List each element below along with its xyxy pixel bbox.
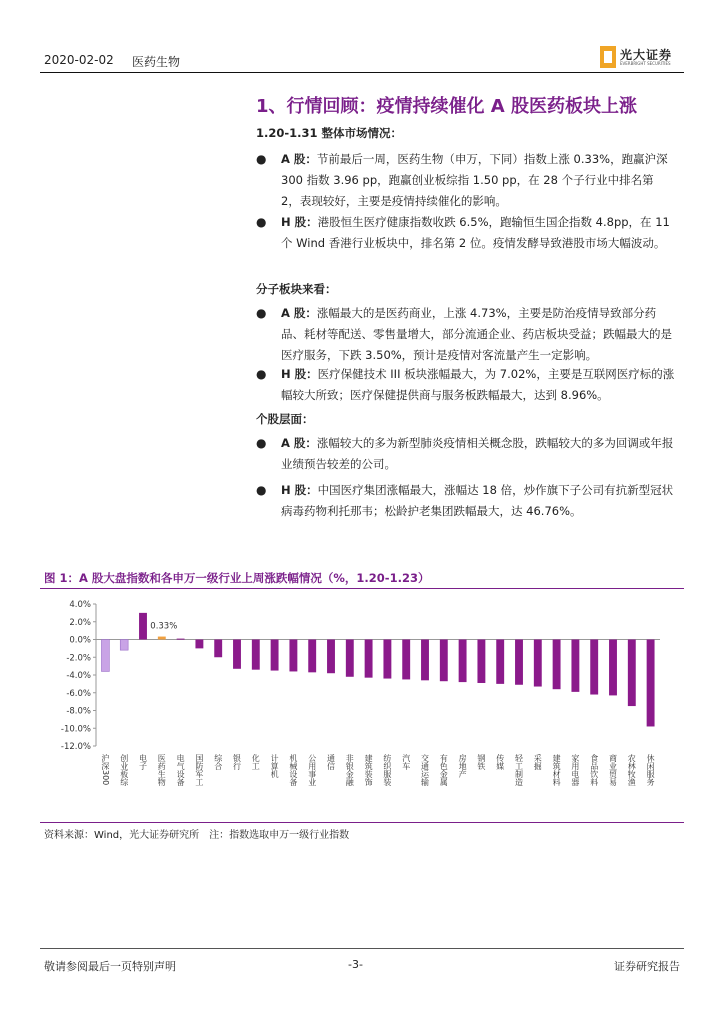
bar-27 <box>609 640 617 696</box>
bar-0 <box>101 640 109 672</box>
bar-29 <box>647 640 655 727</box>
bar-10 <box>289 640 297 672</box>
subheading-stock: 个股层面： <box>256 412 314 426</box>
x-tick-label: 传媒 <box>495 754 505 770</box>
bullet-h-subsector: ● H 股：医疗保健技术 III 板块涨幅最大，为 7.02%，主要是互联网医疗标的涨幅较大所致；医疗保健提供商与服务板跌幅最大，达到 8.96%。 <box>256 364 676 406</box>
y-tick-label: -12.0% <box>60 742 91 752</box>
x-tick-label: 采掘 <box>533 754 543 770</box>
x-tick-label: 建筑装饰 <box>364 754 374 786</box>
x-tick-label: 钢铁 <box>476 754 486 770</box>
x-tick-label: 轻工制造 <box>514 754 524 786</box>
bar-8 <box>252 640 260 670</box>
x-tick-label: 国防军工 <box>194 754 204 786</box>
bullet-h-stock: ● H 股：中国医疗集团涨幅最大，涨幅达 18 倍，炒作旗下子公司有抗新型冠状病毒药物利托那韦；松龄护老集团跌幅最大，达 46.76%。 <box>256 480 676 522</box>
figure-bottom-rule <box>40 822 684 823</box>
bar-5 <box>195 640 203 649</box>
bar-22 <box>515 640 523 685</box>
bar-9 <box>271 640 279 671</box>
bullet-dot-icon: ● <box>256 436 267 450</box>
subheading-subsector: 分子板块来看： <box>256 282 337 296</box>
bar-24 <box>553 640 561 690</box>
y-tick-label: 0.0% <box>69 635 91 646</box>
logo-text: 光大证券 <box>620 48 673 62</box>
x-tick-label: 非银金融 <box>345 754 355 786</box>
x-tick-label: 通信 <box>326 754 336 770</box>
bar-15 <box>383 640 391 679</box>
x-tick-label: 医药生物 <box>157 754 167 786</box>
y-tick-label: -4.0% <box>66 671 91 681</box>
x-tick-label: 房地产 <box>458 754 468 778</box>
x-tick-label: 计算机 <box>270 754 280 778</box>
footer-report-type: 证券研究报告 <box>614 960 680 973</box>
bar-23 <box>534 640 542 687</box>
bar-12 <box>327 640 335 674</box>
bar-13 <box>346 640 354 677</box>
bullet-h-market: ● H 股：港股恒生医疗健康指数收跌 6.5%，跑输恒生国企指数 4.8pp，在 11 个 Wind 香港行业板块中，排名第 2 位。疫情发酵导致港股市场大幅波动。 <box>256 212 676 254</box>
x-tick-label: 交通运输 <box>420 754 430 786</box>
report-sector: 医药生物 <box>132 55 181 69</box>
x-tick-label: 电子 <box>138 754 148 770</box>
y-tick-label: 2.0% <box>69 617 91 628</box>
bar-26 <box>590 640 598 695</box>
figure-source: 资料来源：Wind，光大证券研究所 注：指数选取申万一级行业指数 <box>44 830 350 841</box>
x-tick-label: 银行 <box>232 754 242 770</box>
report-date: 2020-02-02 <box>44 53 114 67</box>
y-tick-label: 4.0% <box>69 600 91 610</box>
bullet-dot-icon: ● <box>256 483 267 497</box>
x-tick-label: 电气设备 <box>176 754 186 786</box>
x-tick-label: 家用电器 <box>570 754 580 786</box>
bar-17 <box>421 640 429 681</box>
industry-return-chart <box>40 592 684 820</box>
x-tick-label: 沪深300 <box>100 754 110 786</box>
y-tick-label: -8.0% <box>66 706 91 717</box>
logo-subtext: EVERBRIGHT SECURITIES <box>620 61 671 66</box>
bar-6 <box>214 640 222 658</box>
y-tick-label: -6.0% <box>66 688 91 699</box>
company-logo <box>600 44 696 72</box>
bullet-a-subsector: ● A 股：涨幅最大的是医药商业，上涨 4.73%，主要是防治疫情导致部分药品、耗材等配送、零售量增大，部分流通企业、药店板块受益；跌幅最大的是医疗服务，下跌 3.50%，预计是疫情对客流量产生一定影响。 <box>256 303 676 366</box>
bullet-dot-icon: ● <box>256 215 267 229</box>
bar-14 <box>365 640 373 678</box>
x-tick-label: 综合 <box>213 754 223 770</box>
data-label: 0.33% <box>150 621 178 632</box>
subheading-market: 1.20-1.31 整体市场情况： <box>256 126 403 140</box>
bar-11 <box>308 640 316 673</box>
bar-1 <box>120 640 128 651</box>
logo-mark-icon <box>600 46 616 68</box>
x-tick-label: 商业贸易 <box>608 754 618 786</box>
x-tick-label: 有色金属 <box>439 754 449 786</box>
bar-28 <box>628 640 636 707</box>
bar-25 <box>571 640 579 692</box>
bar-21 <box>496 640 504 684</box>
x-tick-label: 公用事业 <box>307 754 317 786</box>
x-tick-label: 食品饮料 <box>589 754 599 786</box>
x-tick-label: 纺织服装 <box>382 754 392 786</box>
section-title: 1、行情回顾：疫情持续催化 A 股医药板块上涨 <box>256 96 637 117</box>
x-tick-label: 农林牧渔 <box>627 754 637 786</box>
bullet-dot-icon: ● <box>256 306 267 320</box>
bullet-dot-icon: ● <box>256 152 267 166</box>
bullet-a-market: ● A 股：节前最后一周，医药生物（申万，下同）指数上涨 0.33%，跑赢沪深 300 指数 3.96 pp，跑赢创业板综指 1.50 pp，在 28 个子行业中排名第 2，表现较好，主要是疫情持续催化的影响。 <box>256 149 676 212</box>
bar-4 <box>177 639 185 640</box>
footer-disclaimer: 敬请参阅最后一页特别声明 <box>44 960 176 973</box>
footer-divider <box>40 948 684 949</box>
y-tick-label: -2.0% <box>66 653 91 664</box>
bar-2 <box>139 613 147 640</box>
bar-18 <box>440 640 448 682</box>
x-tick-label: 创业板综 <box>119 754 129 786</box>
x-tick-label: 建筑材料 <box>552 754 562 786</box>
figure-title: 图 1：A 股大盘指数和各申万一级行业上周涨跌幅情况（%，1.20-1.23） <box>44 571 430 585</box>
figure-top-rule <box>40 588 684 589</box>
bar-3 <box>158 637 166 640</box>
x-tick-label: 汽车 <box>401 754 411 770</box>
bar-20 <box>477 640 485 683</box>
bullet-dot-icon: ● <box>256 367 267 381</box>
bar-7 <box>233 640 241 669</box>
header-divider <box>40 72 684 73</box>
bullet-a-stock: ● A 股：涨幅较大的多为新型肺炎疫情相关概念股，跌幅较大的多为回调或年报业绩预告较差的公司。 <box>256 433 676 475</box>
bar-16 <box>402 640 410 680</box>
bar-19 <box>459 640 467 683</box>
x-tick-label: 休闲服务 <box>646 754 656 786</box>
y-tick-label: -10.0% <box>60 724 91 735</box>
x-tick-label: 化工 <box>251 754 261 770</box>
x-tick-label: 机械设备 <box>288 754 298 786</box>
page-number: -3- <box>348 958 363 971</box>
